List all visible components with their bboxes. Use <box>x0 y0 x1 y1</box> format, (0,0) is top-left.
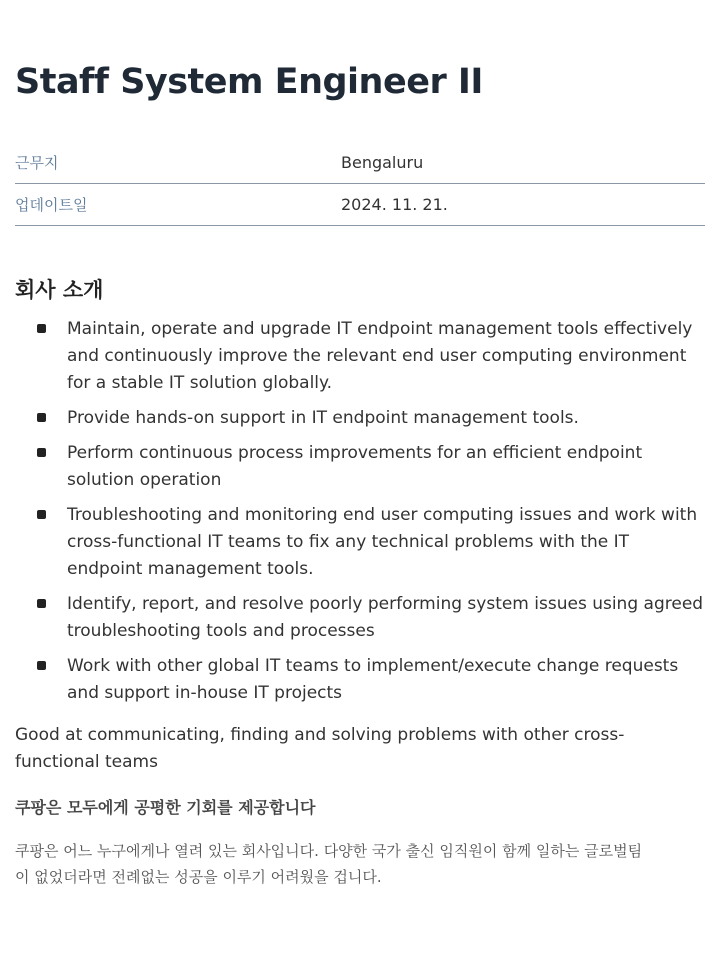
list-item-text: Perform continuous process improvements for an efficient endpoint solution operation <box>67 443 643 490</box>
list-item <box>15 316 705 397</box>
list-item <box>15 591 705 645</box>
bullet-icon <box>37 448 46 457</box>
summary-text: Good at communicating, finding and solving problems with other cross-functional teams <box>15 725 625 772</box>
list-item <box>15 405 705 432</box>
list-item <box>15 502 705 583</box>
about-heading: 회사 소개 <box>15 278 104 302</box>
list-item-text: Provide hands-on support in IT endpoint management tools. <box>67 408 579 428</box>
list-item-text: Work with other global IT teams to implement/execute change requests and support in-house IT projects <box>67 656 679 703</box>
equal-opportunity-body: 쿠팡은 어느 누구에게나 열려 있는 회사입니다. 다양한 국가 출신 임직원이 함께 일하는 글로벌팀이 없었더라면 전례없는 성공을 이루기 어려웠을 겁니다. <box>15 842 643 886</box>
equal-opportunity-heading: 쿠팡은 모두에게 공평한 기회를 제공합니다 <box>15 798 316 817</box>
bullet-icon <box>37 510 46 519</box>
list-item-text: Maintain, operate and upgrade IT endpoint management tools effectively and continuously improve the relevant end user computing environment for a stable IT solution globally. <box>67 319 693 393</box>
responsibilities-list <box>15 316 705 715</box>
meta-label-updated: 업데이트일 <box>15 196 88 214</box>
bullet-icon <box>37 599 46 608</box>
bullet-icon <box>37 324 46 333</box>
meta-value-location: Bengaluru <box>341 153 424 172</box>
bullet-icon <box>37 413 46 422</box>
list-item-text: Identify, report, and resolve poorly performing system issues using agreed troubleshooting tools and processes <box>67 594 704 641</box>
job-title: Staff System Engineer II <box>15 62 483 102</box>
meta-row-updated <box>15 184 705 226</box>
meta-value-updated: 2024. 11. 21. <box>341 195 448 214</box>
meta-row-location <box>15 142 705 184</box>
bullet-icon <box>37 661 46 670</box>
list-item-text: Troubleshooting and monitoring end user computing issues and work with cross-functional IT teams to fix any technical problems with the IT endpoint management tools. <box>67 505 698 579</box>
list-item <box>15 653 705 707</box>
list-item <box>15 440 705 494</box>
meta-label-location: 근무지 <box>15 154 59 172</box>
job-meta-table <box>15 142 705 226</box>
